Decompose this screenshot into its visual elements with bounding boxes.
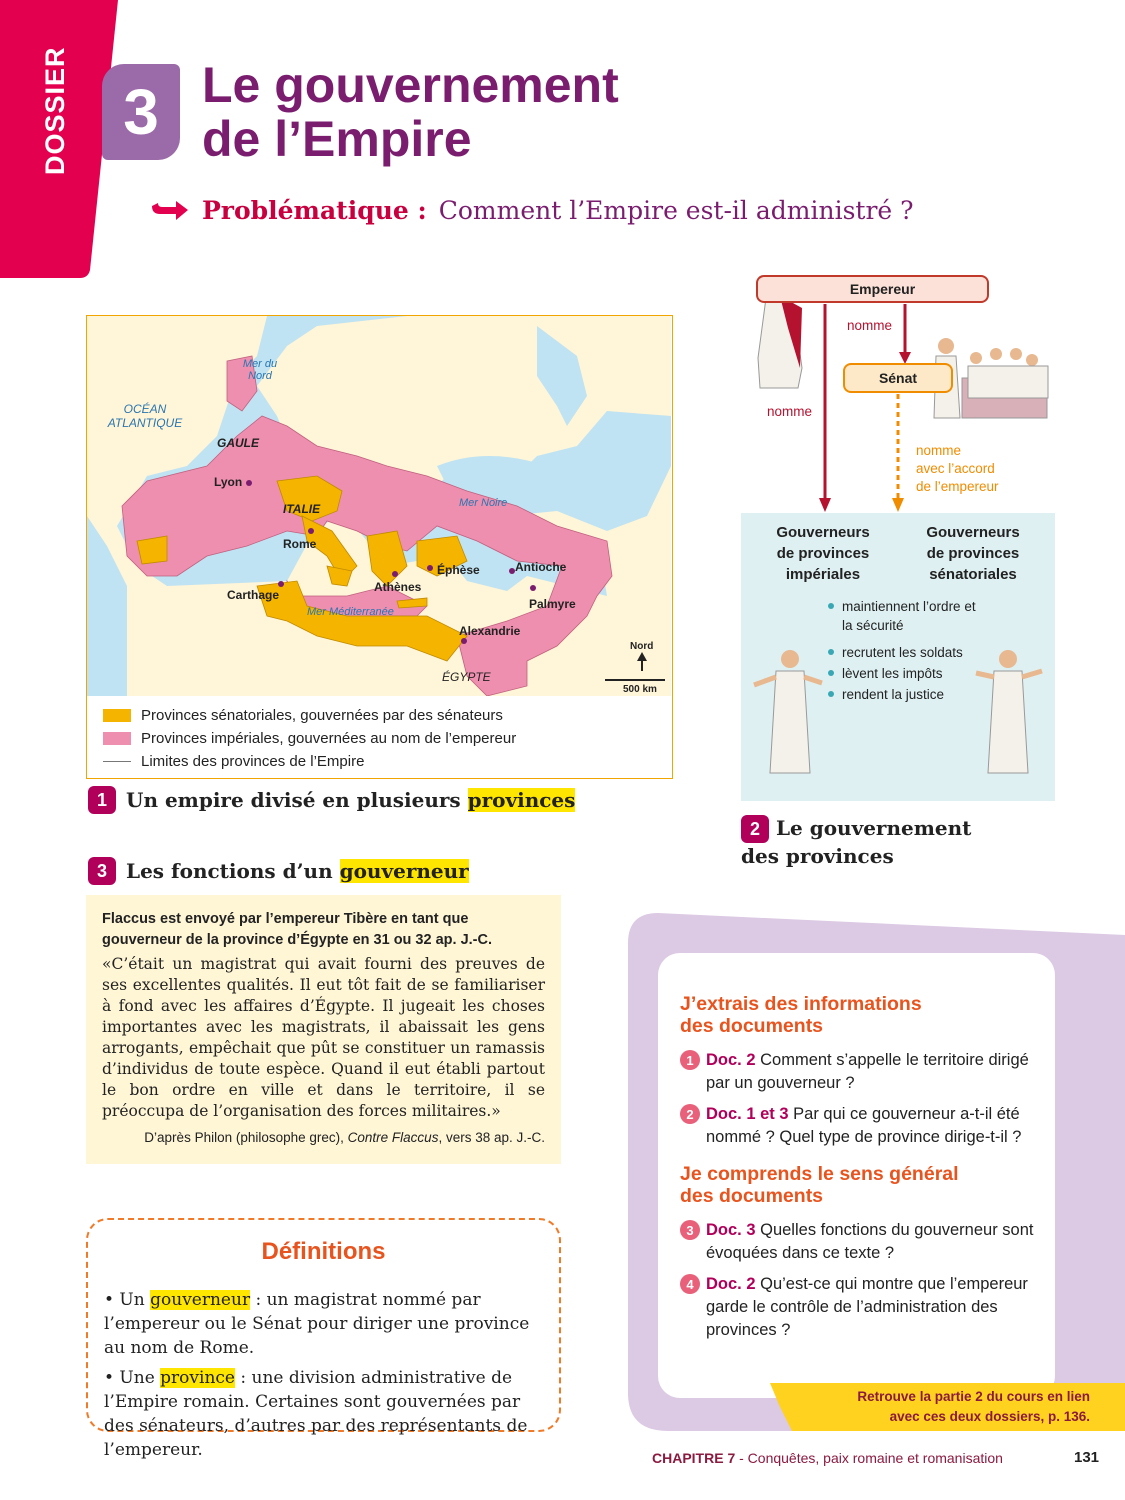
swatch-imperial: [103, 732, 131, 745]
city-label: Carthage: [227, 588, 280, 602]
senate-box: Sénat: [843, 363, 953, 393]
city-dot: [461, 638, 467, 644]
scale-label: 500 km: [623, 684, 657, 695]
city-dot: [427, 565, 433, 571]
nomme-label: nomme: [847, 318, 893, 333]
region-label: ITALIE: [283, 502, 321, 516]
page-title: Le gouvernement de l’Empire: [202, 57, 619, 167]
gov-functions-list: [828, 597, 988, 712]
question-item: 1 Doc. 2 Comment s’appelle le territoire dirigé par un gouverneur ?: [680, 1049, 1035, 1095]
city-dot: [308, 528, 314, 534]
question-item: 2 Doc. 1 et 3 Par qui ce gouverneur a-t-il été nommé ? Quel type de province dirige-t-il ?: [680, 1103, 1035, 1149]
city-label: Rome: [283, 537, 317, 551]
legend-item: Provinces impériales, gouvernées au nom de l’empereur: [103, 727, 516, 750]
swatch-limit-line: [103, 761, 131, 762]
questions-section1-title: J’extrais des informations des documents: [680, 993, 922, 1037]
sea-label-north: Mer du Nord: [242, 358, 278, 382]
map-legend: [103, 704, 516, 773]
problematique: [150, 196, 914, 225]
doc3-title: 3 Les fonctions d’un gouverneur: [88, 857, 469, 885]
gov-imperial-heading: Gouverneurs de provinces impériales: [776, 524, 870, 583]
problem-label: Problématique :: [202, 196, 427, 225]
list-item: maintiennent l’ordre et la sécurité: [828, 597, 988, 635]
emperor-box: Empereur: [756, 275, 989, 303]
page-number: 131: [1074, 1449, 1100, 1466]
definitions-box: [86, 1218, 561, 1460]
region-label: GAULE: [217, 436, 259, 450]
city-dot: [278, 581, 284, 587]
legend-item: Provinces sénatoriales, gouvernées par des sénateurs: [103, 704, 516, 727]
questions-card: [658, 953, 1055, 1398]
diagram-arrows: [740, 268, 1070, 518]
legend-item: Limites des provinces de l’Empire: [103, 750, 516, 773]
nomme-accord-label: nomme avec l’accord de l’empereur: [916, 443, 999, 494]
source-intro: Flaccus est envoyé par l’empereur Tibère en tant que gouverneur de la province d’Égypte en 31 ou 32 ap. J.-C.: [102, 911, 492, 948]
map-graphic: [87, 316, 671, 696]
city-label: Éphèse: [437, 563, 480, 577]
question-item: 4 Doc. 2 Qu’est-ce qui montre que l’empereur garde le contrôle de l’administration des provinces ?: [680, 1273, 1035, 1342]
governor-figure-left: [748, 645, 828, 780]
list-item: rendent la justice: [828, 685, 988, 704]
governor-figure-right: [968, 645, 1048, 780]
source-text-box: [86, 895, 561, 1164]
city-dot: [246, 480, 252, 486]
sea-label-med: Mer Méditerranée: [307, 606, 394, 618]
dossier-number: 3: [102, 64, 180, 160]
city-dot: [530, 585, 536, 591]
doc1-title: 1 Un empire divisé en plusieurs provinces: [88, 786, 575, 814]
city-label: Athènes: [374, 580, 422, 594]
footer: CHAPITRE 7 - Conquêtes, paix romaine et romanisation: [652, 1450, 1003, 1466]
city-dot: [392, 571, 398, 577]
problem-text: Comment l’Empire est-il administré ?: [438, 196, 914, 225]
nomme-label: nomme: [767, 404, 813, 419]
city-label: Antioche: [515, 560, 567, 574]
retrouve-text: Retrouve la partie 2 du cours en lien avec ces deux dossiers, p. 136.: [857, 1389, 1090, 1424]
source-citation: D’après Philon (philosophe grec), Contre Flaccus, vers 38 ap. J.-C.: [144, 1130, 545, 1145]
gov-senatorial-heading: Gouverneurs de provinces sénatoriales: [926, 524, 1020, 583]
swatch-senatorial: [103, 709, 131, 722]
city-label: Alexandrie: [459, 624, 521, 638]
arrow-right-icon: [150, 200, 190, 222]
source-quote: «C’était un magistrat qui avait fourni des preuves de ses excellentes qualités. Il eut tôt fait de se familiariser à fond avec les affaires d’Égypte. Il jugeait les choses importantes avec les magistrats, il abaissait les gens arrogants, empêchait que pût se constituer un ramassis d’individus de toute espèce. Quand il eut établi partout le bon ordre en ville et dans le territoire, il se préoccupa de l’organisation des forces militaires.»: [102, 955, 545, 1120]
definition-item: • Un gouverneur : un magistrat nommé par l’empereur ou le Sénat pour diriger une province au nom de Rome.: [104, 1290, 530, 1358]
question-item: 3 Doc. 3 Quelles fonctions du gouverneur sont évoquées dans ce texte ?: [680, 1219, 1035, 1265]
dossier-label: DOSSIER: [40, 46, 70, 175]
definition-item: • Une province : une division administrative de l’Empire romain. Certaines sont gouvernées par des sénateurs, d’autres par des représentants de l’empereur.: [104, 1368, 528, 1460]
doc2-title: 2 Le gouvernement des provinces: [741, 816, 972, 868]
empire-map: [86, 315, 673, 779]
list-item: recrutent les soldats: [828, 643, 988, 662]
list-item: lèvent les impôts: [828, 664, 988, 683]
map-area: [87, 316, 671, 696]
city-label: Palmyre: [529, 597, 576, 611]
questions-section2-title: Je comprends le sens général des documents: [680, 1163, 959, 1207]
sea-label-black: Mer Noire: [459, 497, 508, 509]
north-label: Nord: [630, 641, 654, 652]
city-label: Lyon: [214, 475, 243, 489]
region-label: ÉGYPTE: [442, 670, 491, 684]
definitions-title: Définitions: [261, 1238, 386, 1265]
sea-label-ocean: OCÉAN ATLANTIQUE: [107, 402, 183, 430]
